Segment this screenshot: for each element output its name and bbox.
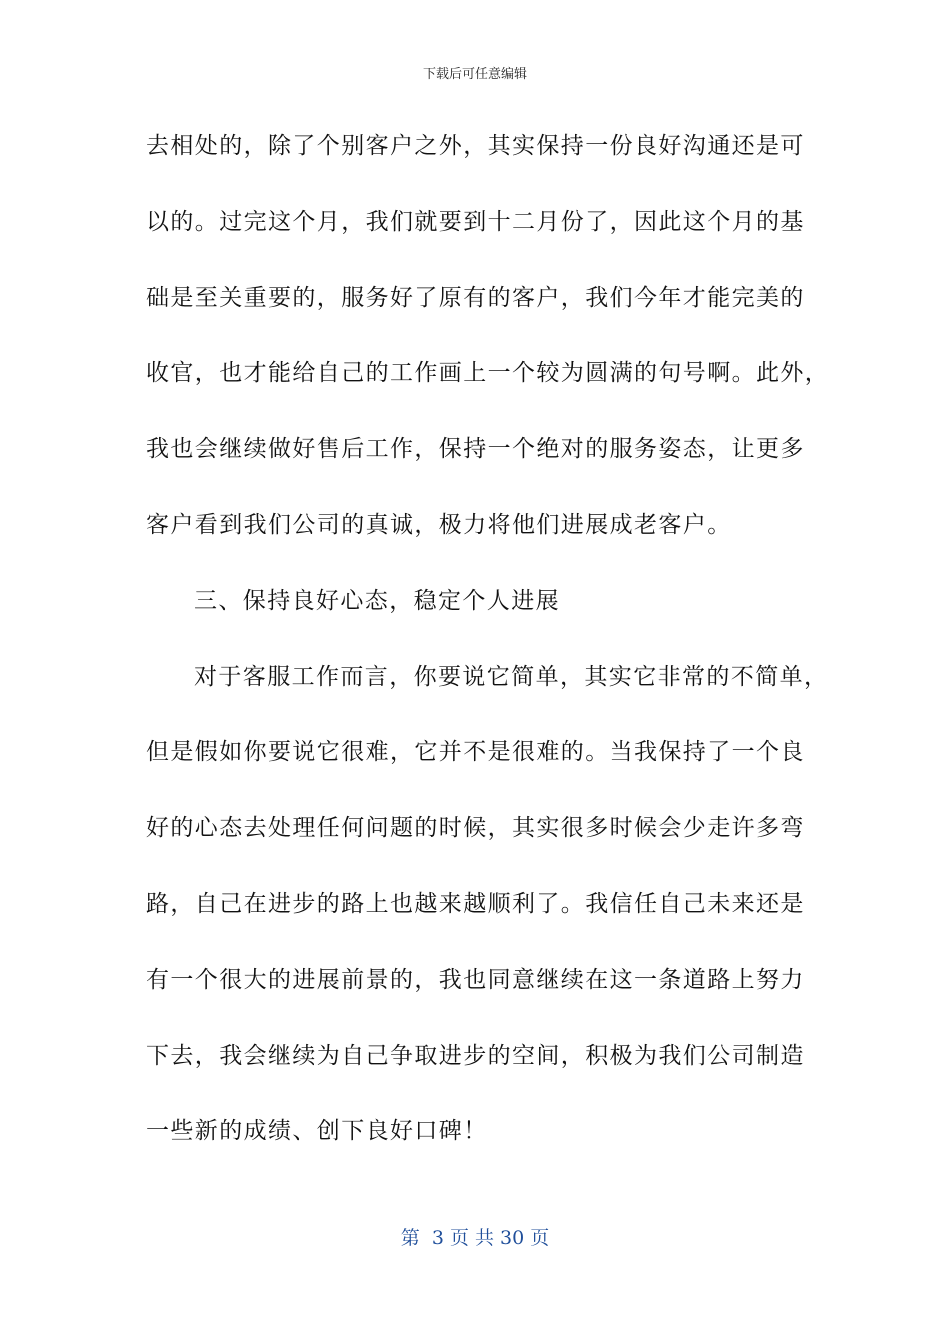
paragraph-line: 收官，也才能给自己的工作画上一个较为圆满的句号啊。此外，	[146, 360, 830, 387]
paragraph-line: 但是假如你要说它很难，它并不是很难的。当我保持了一个良	[146, 739, 805, 766]
paragraph-line: 下去，我会继续为自己争取进步的空间，积极为我们公司制造	[146, 1042, 805, 1069]
paragraph-line: 有一个很大的进展前景的，我也同意继续在这一条道路上努力	[146, 966, 805, 993]
paragraph-line: 路，自己在进步的路上也越来越顺利了。我信任自己未来还是	[146, 890, 805, 917]
paragraph-line: 以的。过完这个月，我们就要到十二月份了，因此这个月的基	[146, 208, 805, 235]
paragraph-line: 我也会继续做好售后工作，保持一个绝对的服务姿态，让更多	[146, 436, 805, 463]
section-heading: 三、保持良好心态，稳定个人进展	[194, 587, 560, 614]
paragraph-line: 础是至关重要的，服务好了原有的客户，我们今年才能完美的	[146, 284, 805, 311]
paragraph-line: 好的心态去处理任何问题的时候，其实很多时候会少走许多弯	[146, 815, 805, 842]
paragraph-line: 一些新的成绩、创下良好口碑！	[146, 1118, 488, 1145]
page-number-footer: 第 3 页 共 30 页	[400, 1227, 550, 1249]
page-header: 下载后可任意编辑	[422, 67, 527, 82]
paragraph-line: 客户看到我们公司的真诚，极力将他们进展成老客户。	[146, 511, 732, 538]
paragraph-line: 对于客服工作而言，你要说它简单，其实它非常的不简单，	[194, 663, 829, 690]
paragraph-line: 去相处的，除了个别客户之外，其实保持一份良好沟通还是可	[146, 133, 805, 159]
document-body	[146, 124, 830, 1185]
